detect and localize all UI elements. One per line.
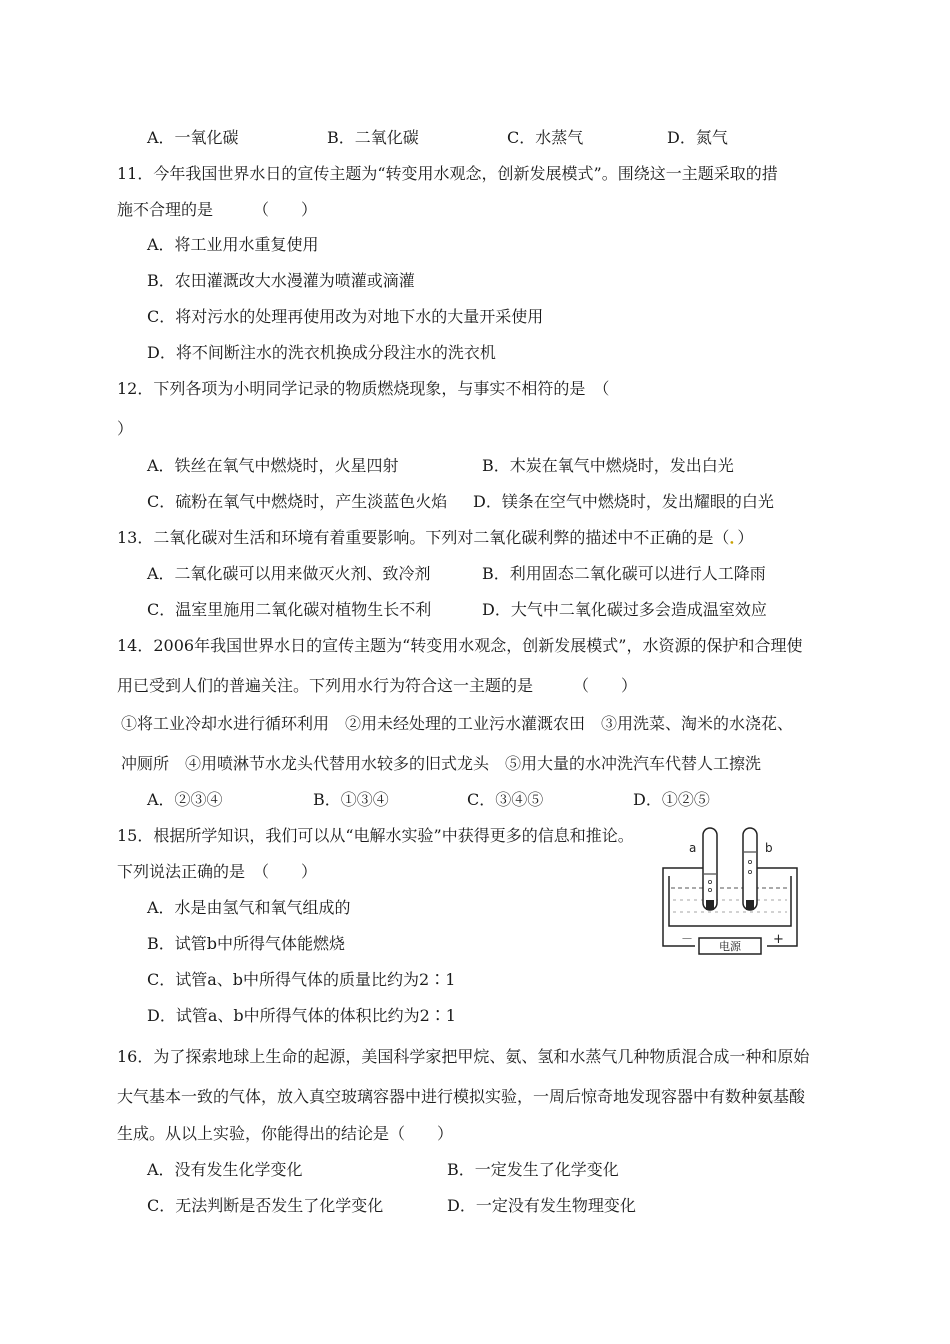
- q14-stem-line1: 14．2006年我国世界水日的宣传主题为“转变用水观念，创新发展模式”，水资源的保护和合理使: [117, 636, 803, 655]
- q13-stem-dot: ．: [729, 528, 738, 547]
- q10-option-a: A．一氧化碳: [147, 128, 239, 147]
- q16-option-b: B．一定发生了化学变化: [447, 1160, 619, 1179]
- q14-option-a: A．②③④: [147, 790, 223, 809]
- q10-option-c: C．水蒸气: [507, 128, 584, 147]
- q14-items-line2: 冲厕所 ④用喷淋节水龙头代替用水较多的旧式龙头 ⑤用大量的水冲洗汽车代替人工擦洗: [121, 754, 762, 773]
- q11-option-a: A．将工业用水重复使用: [147, 235, 319, 254]
- q12-option-b: B．木炭在氧气中燃烧时，发出白光: [482, 456, 734, 475]
- q13-option-d: D．大气中二氧化碳过多会造成温室效应: [482, 600, 767, 619]
- q15-option-b: B．试管b中所得气体能燃烧: [147, 934, 346, 953]
- electrode-b: [746, 900, 754, 910]
- q12-option-c: C．硫粉在氧气中燃烧时，产生淡蓝色火焰: [147, 492, 448, 511]
- q11-option-c: C．将对污水的处理再使用改为对地下水的大量开采使用: [147, 307, 544, 326]
- q14-option-c: C．③④⑤: [467, 790, 544, 809]
- q15-stem-line1: 15．根据所学知识，我们可以从“电解水实验”中获得更多的信息和推论。: [117, 826, 634, 845]
- q16-stem-line2: 大气基本一致的气体，放入真空玻璃容器中进行模拟实验，一周后惊奇地发现容器中有数种氨基酸: [117, 1087, 806, 1106]
- q13-option-c: C．温室里施用二氧化碳对植物生长不利: [147, 600, 432, 619]
- beaker: [669, 876, 791, 926]
- q13-stem-text: 13．二氧化碳对生活和环境有着重要影响。下列对二氧化碳利弊的描述中不正确的是（: [117, 528, 730, 547]
- q14-option-b: B．①③④: [313, 790, 389, 809]
- q14-items-line1: ①将工业冷却水进行循环利用 ②用未经处理的工业污水灌溉农田 ③用洗菜、淘米的水浇花、: [121, 714, 794, 733]
- q15-option-c: C．试管a、b中所得气体的质量比约为2∶1: [147, 970, 456, 989]
- test-tube-a: [703, 828, 717, 910]
- q12-option-d: D．镁条在空气中燃烧时，发出耀眼的白光: [473, 492, 774, 511]
- minus-sign: －: [681, 932, 694, 946]
- q13-stem-close: ）: [737, 528, 754, 547]
- q13-option-b: B．利用固态二氧化碳可以进行人工降雨: [482, 564, 766, 583]
- q10-option-d: D．氮气: [667, 128, 728, 147]
- q12-option-a: A．铁丝在氧气中燃烧时，火星四射: [147, 456, 399, 475]
- electrolysis-diagram: [655, 822, 805, 962]
- electrode-a: [706, 900, 714, 910]
- power-label: 电源: [719, 940, 741, 953]
- q12-stem-line1: 12．下列各项为小明同学记录的物质燃烧现象，与事实不相符的是 （: [117, 379, 610, 398]
- q15-stem-line2: 下列说法正确的是 （ ）: [117, 862, 318, 881]
- q15-option-a: A．水是由氢气和氧气组成的: [147, 898, 351, 917]
- q16-stem-line3: 生成。从以上实验，你能得出的结论是（ ）: [117, 1124, 454, 1143]
- q14-stem-line2: 用已受到人们的普遍关注。下列用水行为符合这一主题的是 （ ）: [117, 676, 638, 695]
- q13-stem: [117, 528, 753, 548]
- q14-option-d: D．①②⑤: [633, 790, 710, 809]
- test-tube-b: [743, 828, 757, 910]
- q11-option-d: D．将不间断注水的洗衣机换成分段注水的洗衣机: [147, 343, 496, 362]
- q12-stem-line2: ）: [117, 419, 134, 438]
- q16-stem-line1: 16．为了探索地球上生命的起源，美国科学家把甲烷、氨、氢和水蒸气几种物质混合成一种和原始: [117, 1047, 810, 1066]
- q15-option-d: D．试管a、b中所得气体的体积比约为2∶1: [147, 1006, 456, 1025]
- q16-option-d: D．一定没有发生物理变化: [447, 1196, 636, 1215]
- q11-option-b: B．农田灌溉改大水漫灌为喷灌或滴灌: [147, 271, 415, 290]
- q13-option-a: A．二氧化碳可以用来做灭火剂、致冷剂: [147, 564, 431, 583]
- q10-option-b: B．二氧化碳: [327, 128, 419, 147]
- q11-stem-line1: 11．今年我国世界水日的宣传主题为“转变用水观念，创新发展模式”。围绕这一主题采取的措: [117, 164, 778, 183]
- q16-option-c: C．无法判断是否发生了化学变化: [147, 1196, 384, 1215]
- plus-sign: +: [773, 932, 784, 947]
- label-a: a: [689, 841, 697, 855]
- label-b: b: [765, 841, 773, 855]
- q11-stem-line2: 施不合理的是 （ ）: [117, 200, 318, 219]
- q16-option-a: A．没有发生化学变化: [147, 1160, 303, 1179]
